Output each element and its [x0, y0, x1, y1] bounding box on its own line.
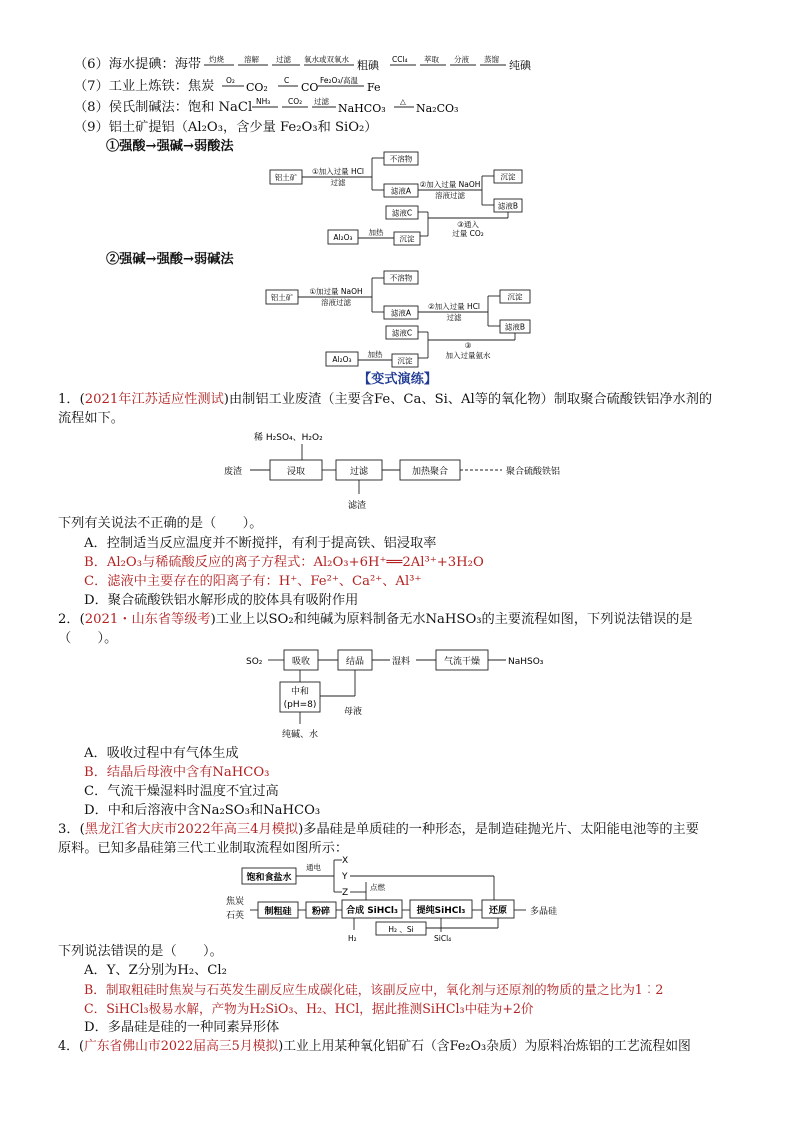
m6-mid: 粗碘 [357, 59, 379, 72]
q3-source: 黑龙江省大庆市2022年高三4月模拟 [84, 822, 299, 837]
q2-wet: 湿料 [392, 657, 411, 667]
q2-flow-diagram [244, 644, 564, 740]
q2-end: NaHSO₃ [508, 657, 544, 667]
m8-reagent-3: 过滤 [314, 97, 329, 106]
q2-stem-line1 [58, 611, 693, 629]
m6-arrow-3: 过滤 [276, 55, 291, 64]
q3-stem-line1 [58, 821, 699, 839]
q3-brine: 饱和食盐水 [246, 873, 292, 883]
q3-coke: 焦炭 [226, 897, 245, 907]
q3-sicl4: SiCl₄ [434, 934, 452, 943]
q3-Y: Y [342, 872, 348, 882]
m6-arrow-2: 溶解 [244, 55, 259, 64]
q4-number: 4．( [58, 1039, 84, 1054]
f2-ore: 铝土矿 [270, 293, 294, 302]
q2-option-d[interactable]: D．中和后溶液中含Na₂SO₃和NaHCO₃ [84, 803, 321, 818]
m8-heat: △ [400, 97, 406, 106]
q4-source: 广东省佛山市2022届高三5月模拟 [83, 1039, 279, 1054]
m7-reagent-1: O₂ [226, 76, 235, 85]
q1-stem-line2: 流程如下。 [58, 411, 124, 426]
q2-number: 2．( [58, 612, 85, 627]
method-9: （9）铝土矿提铝（Al₂O₃，含少量 Fe₂O₃和 SiO₂） [74, 120, 378, 135]
q1-box2: 过滤 [349, 467, 369, 477]
q1-option-a[interactable]: A．控制适当反应温度并不断搅拌，有利于提高铁、铝浸取率 [84, 536, 437, 551]
f2-step3: ③ [464, 341, 472, 350]
f2-step2b: 过滤 [446, 313, 462, 322]
flow-diagram-2 [264, 268, 544, 372]
q1-option-c[interactable]: C．滤液中主要存在的阳离子有：H⁺、Fe²⁺、Ca²⁺、Al³⁺ [84, 574, 422, 589]
method-6-arrows [204, 54, 544, 74]
q3-box4: 提纯SiHCl₃ [416, 906, 466, 916]
m6-arrow-6: 萃取 [424, 55, 439, 64]
section-title: 【变式演练】 [358, 372, 438, 387]
q3-option-c[interactable]: C．SiHCl₃极易水解，产物为H₂SiO₃、H₂、HCl，据此推测SiHCl₃中硅为+2价 [84, 1001, 534, 1016]
route-2-title: ②强碱→强酸→弱碱法 [106, 252, 234, 267]
q1-source: 2021年江苏适应性测试 [84, 392, 224, 407]
method-6 [74, 56, 201, 74]
f1-filtB: 滤液B [497, 201, 519, 211]
q1-start: 废渣 [224, 467, 243, 477]
q3-box5: 还原 [488, 906, 508, 916]
m8-reagent-2: CO₂ [288, 97, 303, 106]
f2-heat: 加热 [367, 350, 383, 359]
method-7-label: （7）工业上炼铁：焦炭 [74, 79, 215, 94]
f1-ppt2: 沉淀 [399, 234, 415, 244]
q1-box1: 浸取 [286, 467, 306, 477]
q1-stem-line1 [58, 391, 712, 409]
q2-stem-line2: （ ）。 [58, 631, 118, 646]
m7-end: Fe [367, 81, 381, 94]
q3-end: 多晶硅 [530, 907, 558, 917]
f1-heat: 加热 [368, 228, 384, 237]
q1-option-d[interactable]: D．聚合硫酸铁铝水解形成的胶体具有吸附作用 [84, 593, 359, 608]
q3-option-b[interactable]: B．制取粗硅时焦炭与石英发生副反应生成碳化硅，该副反应中，氧化剂与还原剂的物质的量之比为1︰2 [84, 982, 664, 997]
f1-step3: ③通入 [457, 220, 479, 229]
q3-elec: 通电 [306, 863, 321, 872]
method-8 [74, 99, 252, 117]
q3-h2: H₂ [348, 934, 357, 943]
m6-arrow-1: 灼烧 [209, 55, 224, 64]
q2-neut1: 中和 [290, 687, 310, 697]
f1-ore: 铝土矿 [274, 173, 298, 182]
q3-option-a[interactable]: A．Y、Z分别为H₂、Cl₂ [84, 963, 227, 978]
f2-insol: 不溶物 [389, 273, 413, 283]
f2-step1b: 溶液过滤 [321, 298, 351, 307]
q3-box2: 粉碎 [311, 907, 331, 917]
q3-box3: 合成 SiHCl₃ [346, 906, 398, 916]
m6-end: 纯碘 [509, 59, 531, 72]
q1-end: 聚合硫酸铁铝 [506, 467, 561, 477]
q1-ask: 下列有关说法不正确的是（ ）。 [58, 516, 263, 531]
q1-flow-diagram [222, 428, 602, 512]
q4-stem-line1 [58, 1038, 691, 1056]
q2-stem1: )工业上以SO₂和纯碱为原料制备无水NaHSO₃的主要流程如图，下列说法错误的是 [210, 612, 693, 627]
f1-step2: ②加入过量 NaOH [419, 180, 481, 189]
m8-end: Na₂CO₃ [416, 102, 459, 115]
method-6-label: （6）海水提碘：海带 [74, 57, 202, 72]
f2-product: Al₂O₃ [332, 355, 352, 364]
f2-step1: ①加过量 NaOH [309, 287, 363, 296]
m8-reagent-1: NH₃ [256, 97, 271, 106]
q2-box1: 吸收 [291, 657, 311, 667]
f2-filtB: 滤液B [504, 322, 526, 332]
q3-hsi: H₂ 、Si [388, 925, 414, 934]
f1-insol: 不溶物 [389, 154, 413, 164]
flow-diagram-1 [268, 150, 538, 250]
q1-number: 1．( [58, 392, 85, 407]
route-1-title: ①强酸→强碱→弱酸法 [106, 139, 234, 154]
q3-number: 3．( [58, 822, 85, 837]
q3-box1: 制粗硅 [264, 907, 292, 917]
f1-product: Al₂O₃ [333, 233, 353, 242]
f1-step1b: 过滤 [330, 178, 346, 187]
f1-filtA: 滤液A [390, 186, 412, 196]
f1-filtC: 滤液C [391, 208, 413, 218]
q2-feed: 纯碱、水 [282, 730, 319, 740]
f1-step1: ①加入过量 HCl [311, 167, 365, 176]
q3-Z: Z [342, 888, 349, 898]
f2-filtA: 滤液A [390, 308, 412, 318]
m6-arrow-4: 氧水或双氧水 [304, 55, 349, 64]
method-8-arrows [252, 96, 492, 118]
q2-mother: 母液 [344, 707, 363, 717]
q2-source: 2021・山东省等级考 [84, 612, 211, 627]
q3-flow-diagram [224, 852, 584, 944]
f1-ppt: 沉淀 [500, 172, 516, 182]
m7-product-2: CO [301, 81, 319, 94]
q2-box2: 结晶 [345, 657, 365, 667]
q4-stem1: )工业上用某种氧化铝矿石（含Fe₂O₃杂质）为原料冶炼铝的工艺流程如图 [278, 1039, 691, 1054]
method-8-label: （8）侯氏制碱法：饱和 NaCl [74, 100, 253, 115]
m8-product-1: NaHCO₃ [338, 102, 386, 115]
method-7 [74, 78, 214, 96]
q2-option-c[interactable]: C．气流干燥湿料时温度不宜过高 [84, 784, 279, 799]
q2-start: SO₂ [246, 657, 263, 667]
q2-box3: 气流干燥 [443, 657, 481, 667]
m6-arrow-7: 分液 [454, 55, 469, 64]
q1-box3: 加热聚合 [411, 467, 449, 477]
f2-ppt: 沉淀 [507, 292, 523, 302]
m6-arrow-8: 蒸馏 [484, 55, 499, 64]
f2-step3b: 加入过量氨水 [445, 351, 491, 360]
f2-step2: ②加入过量 HCl [427, 302, 481, 311]
f2-filtC: 滤液C [391, 328, 413, 338]
q3-ignite: 点燃 [370, 883, 385, 892]
q3-ask: 下列说法错误的是（ ）。 [58, 944, 223, 959]
m7-product-1: CO₂ [246, 81, 268, 94]
q3-option-d[interactable]: D．多晶硅是硅的一种同素异形体 [84, 1020, 280, 1035]
q2-neut2: (pH=8) [283, 700, 317, 710]
q1-reagent: 稀 H₂SO₄、H₂O₂ [254, 433, 323, 443]
q2-option-b[interactable]: B．结晶后母液中含有NaHCO₃ [84, 765, 270, 780]
q1-option-b[interactable]: B．Al₂O₃与稀硫酸反应的离子方程式：Al₂O₃+6H⁺══2Al³⁺+3H₂O [84, 555, 484, 570]
f1-step2b: 溶液过滤 [435, 191, 465, 200]
q3-X: X [342, 856, 349, 866]
q2-option-a[interactable]: A．吸收过程中有气体生成 [84, 746, 239, 761]
m6-arrow-5: CCl₄ [392, 55, 408, 64]
f2-ppt2: 沉淀 [397, 356, 413, 366]
q3-quartz: 石英 [226, 911, 245, 921]
q1-stem1: )由制铝工业废渣（主要含Fe、Ca、Si、Al等的氧化物）制取聚合硫酸铁铝净水剂的 [223, 392, 713, 407]
m7-reagent-2: C [284, 76, 290, 85]
q3-stem-line2: 原料。已知多晶硅第三代工业制取流程如图所示： [58, 841, 349, 856]
m7-reagent-3: Fe₂O₃/高温 [320, 76, 358, 85]
q1-residue: 滤渣 [348, 501, 367, 511]
q3-stem1: )多晶硅是单质硅的一种形态，是制造硅抛光片、太阳能电池等的主要 [298, 822, 699, 837]
f1-step3b: 过量 CO₂ [452, 229, 484, 238]
method-7-arrows [222, 75, 482, 97]
